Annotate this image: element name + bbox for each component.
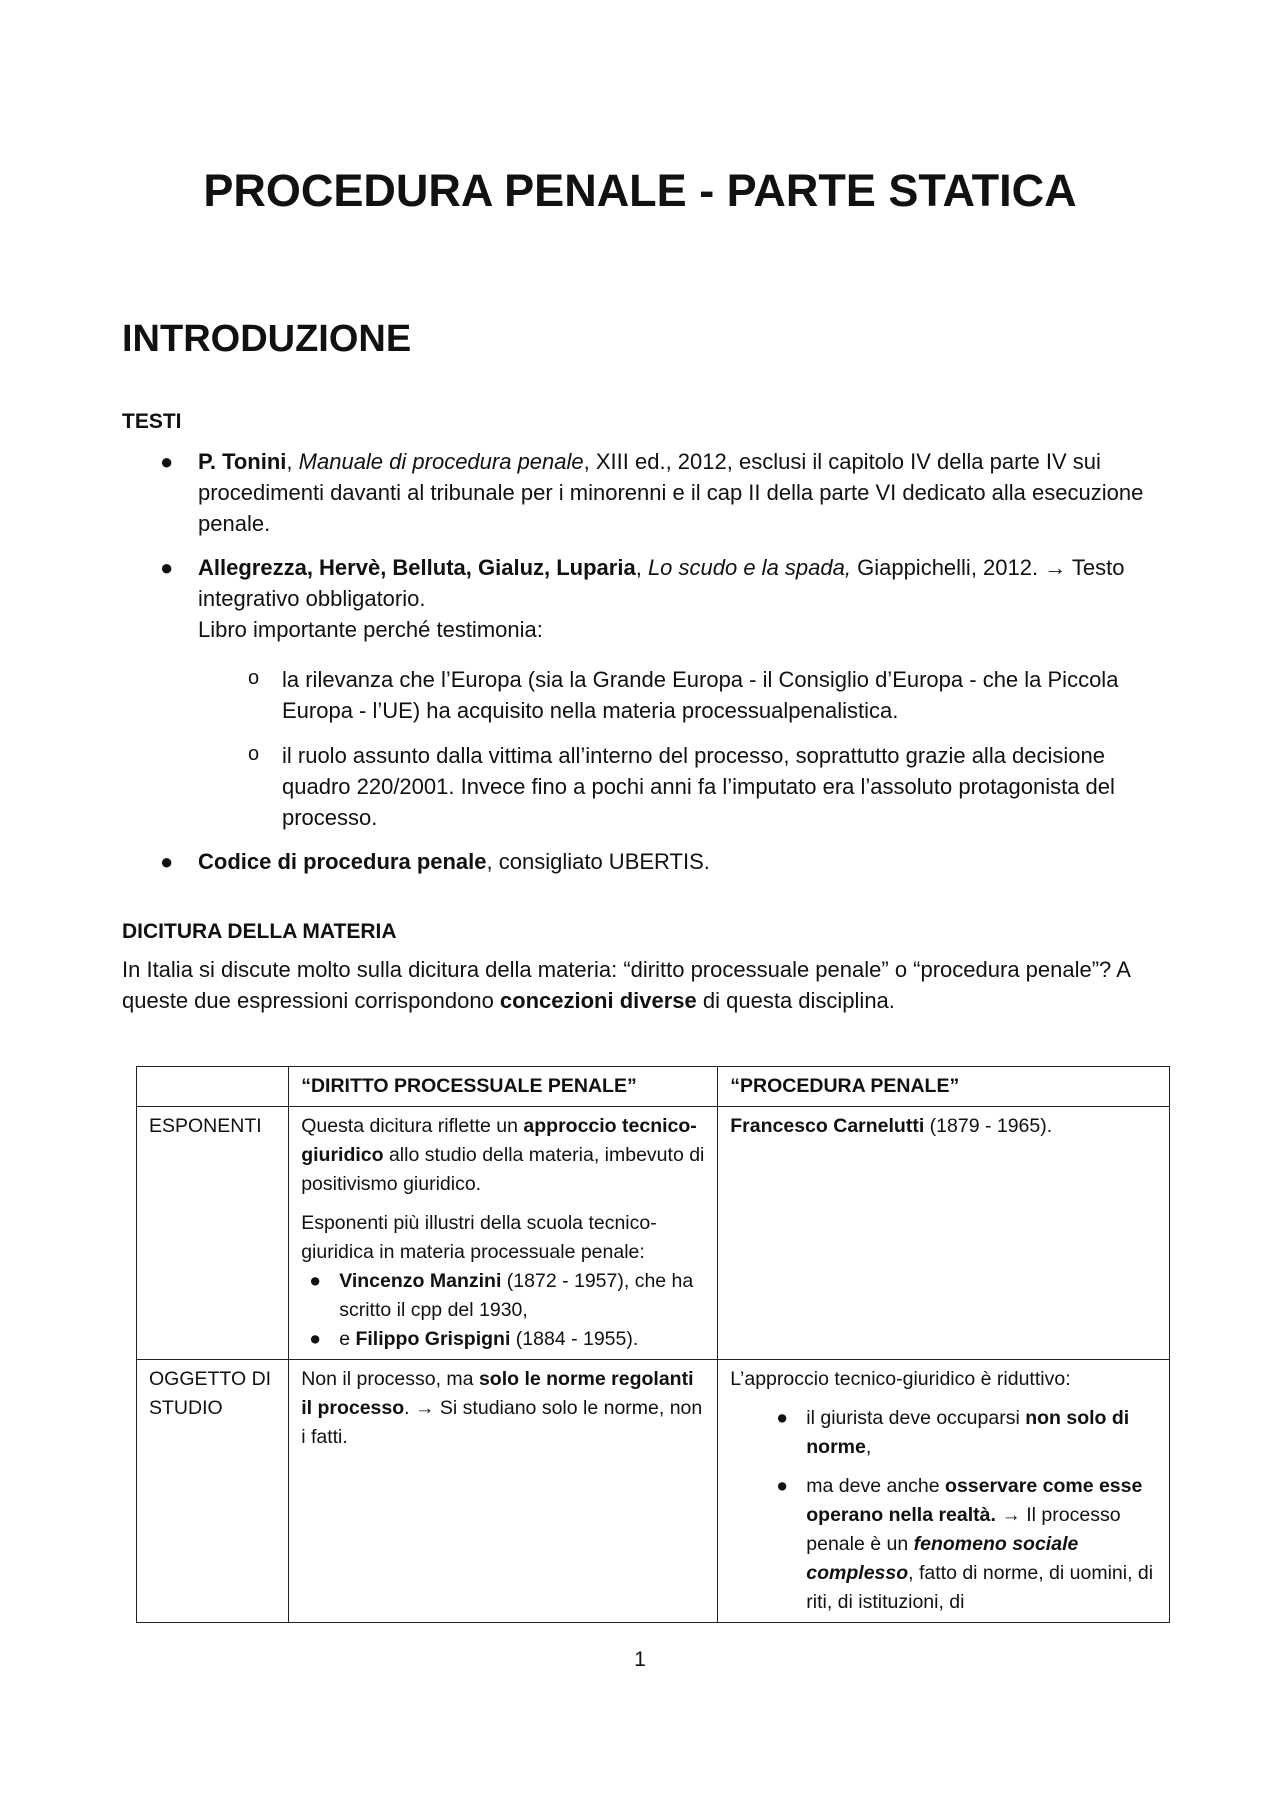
table-header-cell: “PROCEDURA PENALE” [718, 1067, 1170, 1107]
bullet-icon: ● [776, 1475, 789, 1497]
table-cell: Non il processo, ma solo le norme regolanti il processo. → Si studiano solo le norme, non i fatti. [289, 1360, 718, 1623]
table-row [137, 1360, 1170, 1623]
dicitura-paragraph: In Italia si discute molto sulla dicitura della materia: “diritto processuale penale” o “procedura penale”? A queste due espressioni corrispondono concezioni diverse di questa disciplina. [122, 957, 1130, 1013]
approach-list [730, 1404, 1157, 1617]
bullet-icon: ● [160, 849, 174, 874]
list-item: ● Allegrezza, Hervè, Belluta, Gialuz, Luparia, Lo scudo e la spada, Giappichelli, 2012. → Testo integrativo obbligatorio. Libro importante perché testimonia: [198, 552, 1168, 645]
table-cell: L’approccio tecnico-giuridico è riduttivo: ● il giurista deve occuparsi non solo di norme, ● ma deve anche osservare come esse operano nella realtà. → Il processo penale è un fenomeno sociale complesso, fatto di norme, di uomini, di riti, di istituzioni, di [718, 1360, 1170, 1623]
section-heading: INTRODUZIONE [122, 318, 412, 360]
comparison-table [136, 1066, 1170, 1623]
row-label: OGGETTO DI STUDIO [137, 1360, 289, 1623]
table-cell: Questa dicitura riflette un approccio tecnico-giuridico allo studio della materia, imbevuto di positivismo giuridico. Esponenti più illustri della scuola tecnico-giuridica in materia processuale penale: ● Vincenzo Manzini (1872 - 1957), che ha scritto il cpp del 1930, ● e Filippo Grispigni (1884 - 1955). [289, 1107, 718, 1360]
page-number: 1 [634, 1648, 646, 1671]
bullet-icon: ● [776, 1407, 789, 1429]
table-header-cell [137, 1067, 289, 1107]
list-item: ● e Filippo Grispigni (1884 - 1955). [301, 1325, 705, 1354]
testi-heading: TESTI [122, 410, 182, 433]
table-row [137, 1107, 1170, 1360]
document-title: PROCEDURA PENALE - PARTE STATICA [203, 165, 1077, 216]
bullet-icon: ● [309, 1270, 321, 1292]
list-item: ● il giurista deve occuparsi non solo di norme, [730, 1404, 1157, 1462]
row-label: ESPONENTI [137, 1107, 289, 1360]
bullet-icon: ● [309, 1328, 321, 1350]
bullet-icon: ● [160, 555, 174, 580]
list-item: ● Codice di procedura penale, consigliato UBERTIS. [198, 846, 1168, 877]
circle-bullet-icon: o [248, 743, 260, 765]
exponents-list [301, 1267, 705, 1354]
bullet-icon: ● [160, 449, 174, 474]
list-item: ● Vincenzo Manzini (1872 - 1957), che ha scritto il cpp del 1930, [301, 1267, 705, 1325]
circle-bullet-icon: o [248, 667, 260, 689]
table-header-cell: “DIRITTO PROCESSUALE PENALE” [289, 1067, 718, 1107]
sub-list-item: o il ruolo assunto dalla vittima all’interno del processo, soprattutto grazie alla decisione quadro 220/2001. Invece fino a pochi anni fa l’imputato era l’assoluto protagonista del processo. [282, 740, 1152, 833]
list-item: ● P. Tonini, Manuale di procedura penale, XIII ed., 2012, esclusi il capitolo IV della parte IV sui procedimenti davanti al tribunale per i minorenni e il cap II della parte VI dedicato alla esecuzione penale. [198, 446, 1168, 539]
list-item: ● ma deve anche osservare come esse operano nella realtà. → Il processo penale è un fenomeno sociale complesso, fatto di norme, di uomini, di riti, di istituzioni, di [730, 1472, 1157, 1617]
sub-list-item: o la rilevanza che l’Europa (sia la Grande Europa - il Consiglio d’Europa - che la Piccola Europa - l’UE) ha acquisito nella materia processualpenalistica. [282, 664, 1152, 726]
dicitura-heading: DICITURA DELLA MATERIA [122, 920, 397, 943]
table-header-row [137, 1067, 1170, 1107]
table-cell: Francesco Carnelutti (1879 - 1965). [718, 1107, 1170, 1360]
